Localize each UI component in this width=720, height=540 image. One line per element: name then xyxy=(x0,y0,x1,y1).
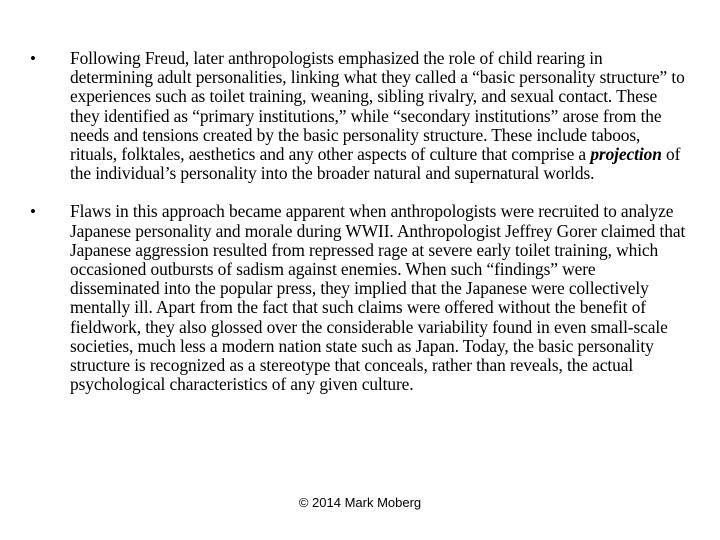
bullet-text-before: Following Freud, later anthropologists emphasized the role of child rearing in determining adult personalities, linking what they called a “basic personality structure” to experiences such as toilet training, weaning, sibling rivalry, and sexual contact. These they identified as “primary institutions,” while “secondary institutions” arose from the needs and tensions created by the basic personality structure. These include taboos, rituals, folktales, aesthetics and any other aspects of culture that comprise a xyxy=(70,48,685,165)
emphasized-term: projection xyxy=(590,144,662,165)
bullet-list xyxy=(26,49,686,394)
bullet-item-flaws xyxy=(26,202,686,394)
copyright-footer: © 2014 Mark Moberg xyxy=(298,495,422,510)
bullet-text: Flaws in this approach became apparent when anthropologists were recruited to analyze Japanese personality and morale during WWII. Anthropologist Jeffrey Gorer claimed that Japanese aggression resulted from repressed rage at severe early toilet training, which occasioned outbursts of sadism against enemies. When such “findings” were disseminated into the popular press, they implied that the Japanese were collectively mentally ill. Apart from the fact that such claims were offered without the benefit of fieldwork, they also glossed over the considerable variability found in even small-scale societies, much less a modern nation state such as Japan. Today, the basic personality structure is recognized as a stereotype that conceals, rather than reveals, the actual psychological characteristics of any given culture. xyxy=(70,201,686,395)
bullet-marker: • xyxy=(30,49,36,68)
bullet-text-after: of the individual’s personality into the broader natural and supernatural worlds. xyxy=(70,144,681,184)
bullet-item-freud xyxy=(26,49,686,183)
bullet-marker: • xyxy=(30,202,36,222)
